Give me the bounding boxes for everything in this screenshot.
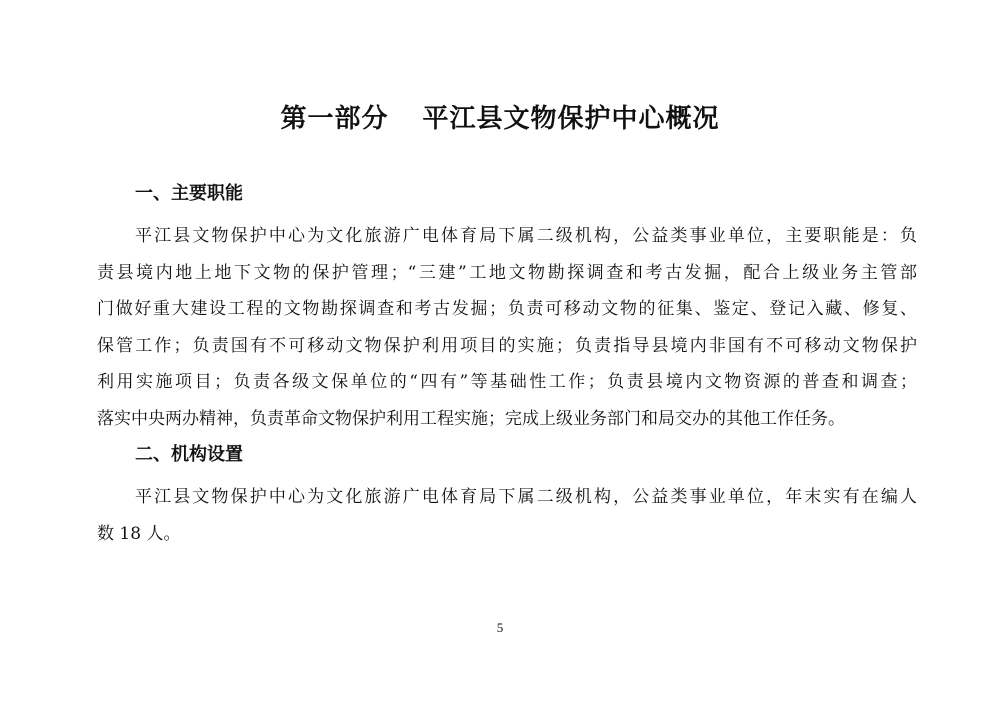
page-number: 5 (496, 620, 504, 635)
section-heading-functions: 一、主要职能 (135, 183, 243, 204)
title-main-text: 平江县文物保护中心概况 (422, 104, 720, 134)
paragraph-line: 利用实施项目；负责各级文保单位的“四有”等基础性工作；负责县境内文物资源的普查和调查； (97, 372, 917, 393)
paragraph-line: 平江县文物保护中心为文化旅游广电体育局下属二级机构，公益类事业单位，主要职能是：负 (135, 226, 917, 246)
functions-paragraph (97, 218, 917, 438)
page-title (0, 100, 1000, 138)
title-part-label: 第一部分 (280, 104, 389, 134)
organization-paragraph (97, 479, 917, 552)
paragraph-line: 平江县文物保护中心为文化旅游广电体育局下属二级机构，公益类事业单位，年末实有在编人 (135, 487, 917, 507)
paragraph-line: 数 18 人。 (97, 523, 181, 544)
paragraph-line: 责县境内地上地下文物的保护管理；“三建”工地文物勘探调查和考古发掘，配合上级业务主管部 (97, 262, 917, 283)
paragraph-line: 保管工作；负责国有不可移动文物保护利用项目的实施；负责指导县境内非国有不可移动文物保护 (97, 335, 917, 356)
paragraph-line: 落实中央两办精神，负责革命文物保护利用工程实施；完成上级业务部门和局交办的其他工作任务。 (97, 408, 845, 429)
section-heading-organization: 二、机构设置 (135, 444, 243, 465)
paragraph-line: 门做好重大建设工程的文物勘探调查和考古发掘；负责可移动文物的征集、鉴定、登记入藏、修复、 (97, 299, 917, 320)
